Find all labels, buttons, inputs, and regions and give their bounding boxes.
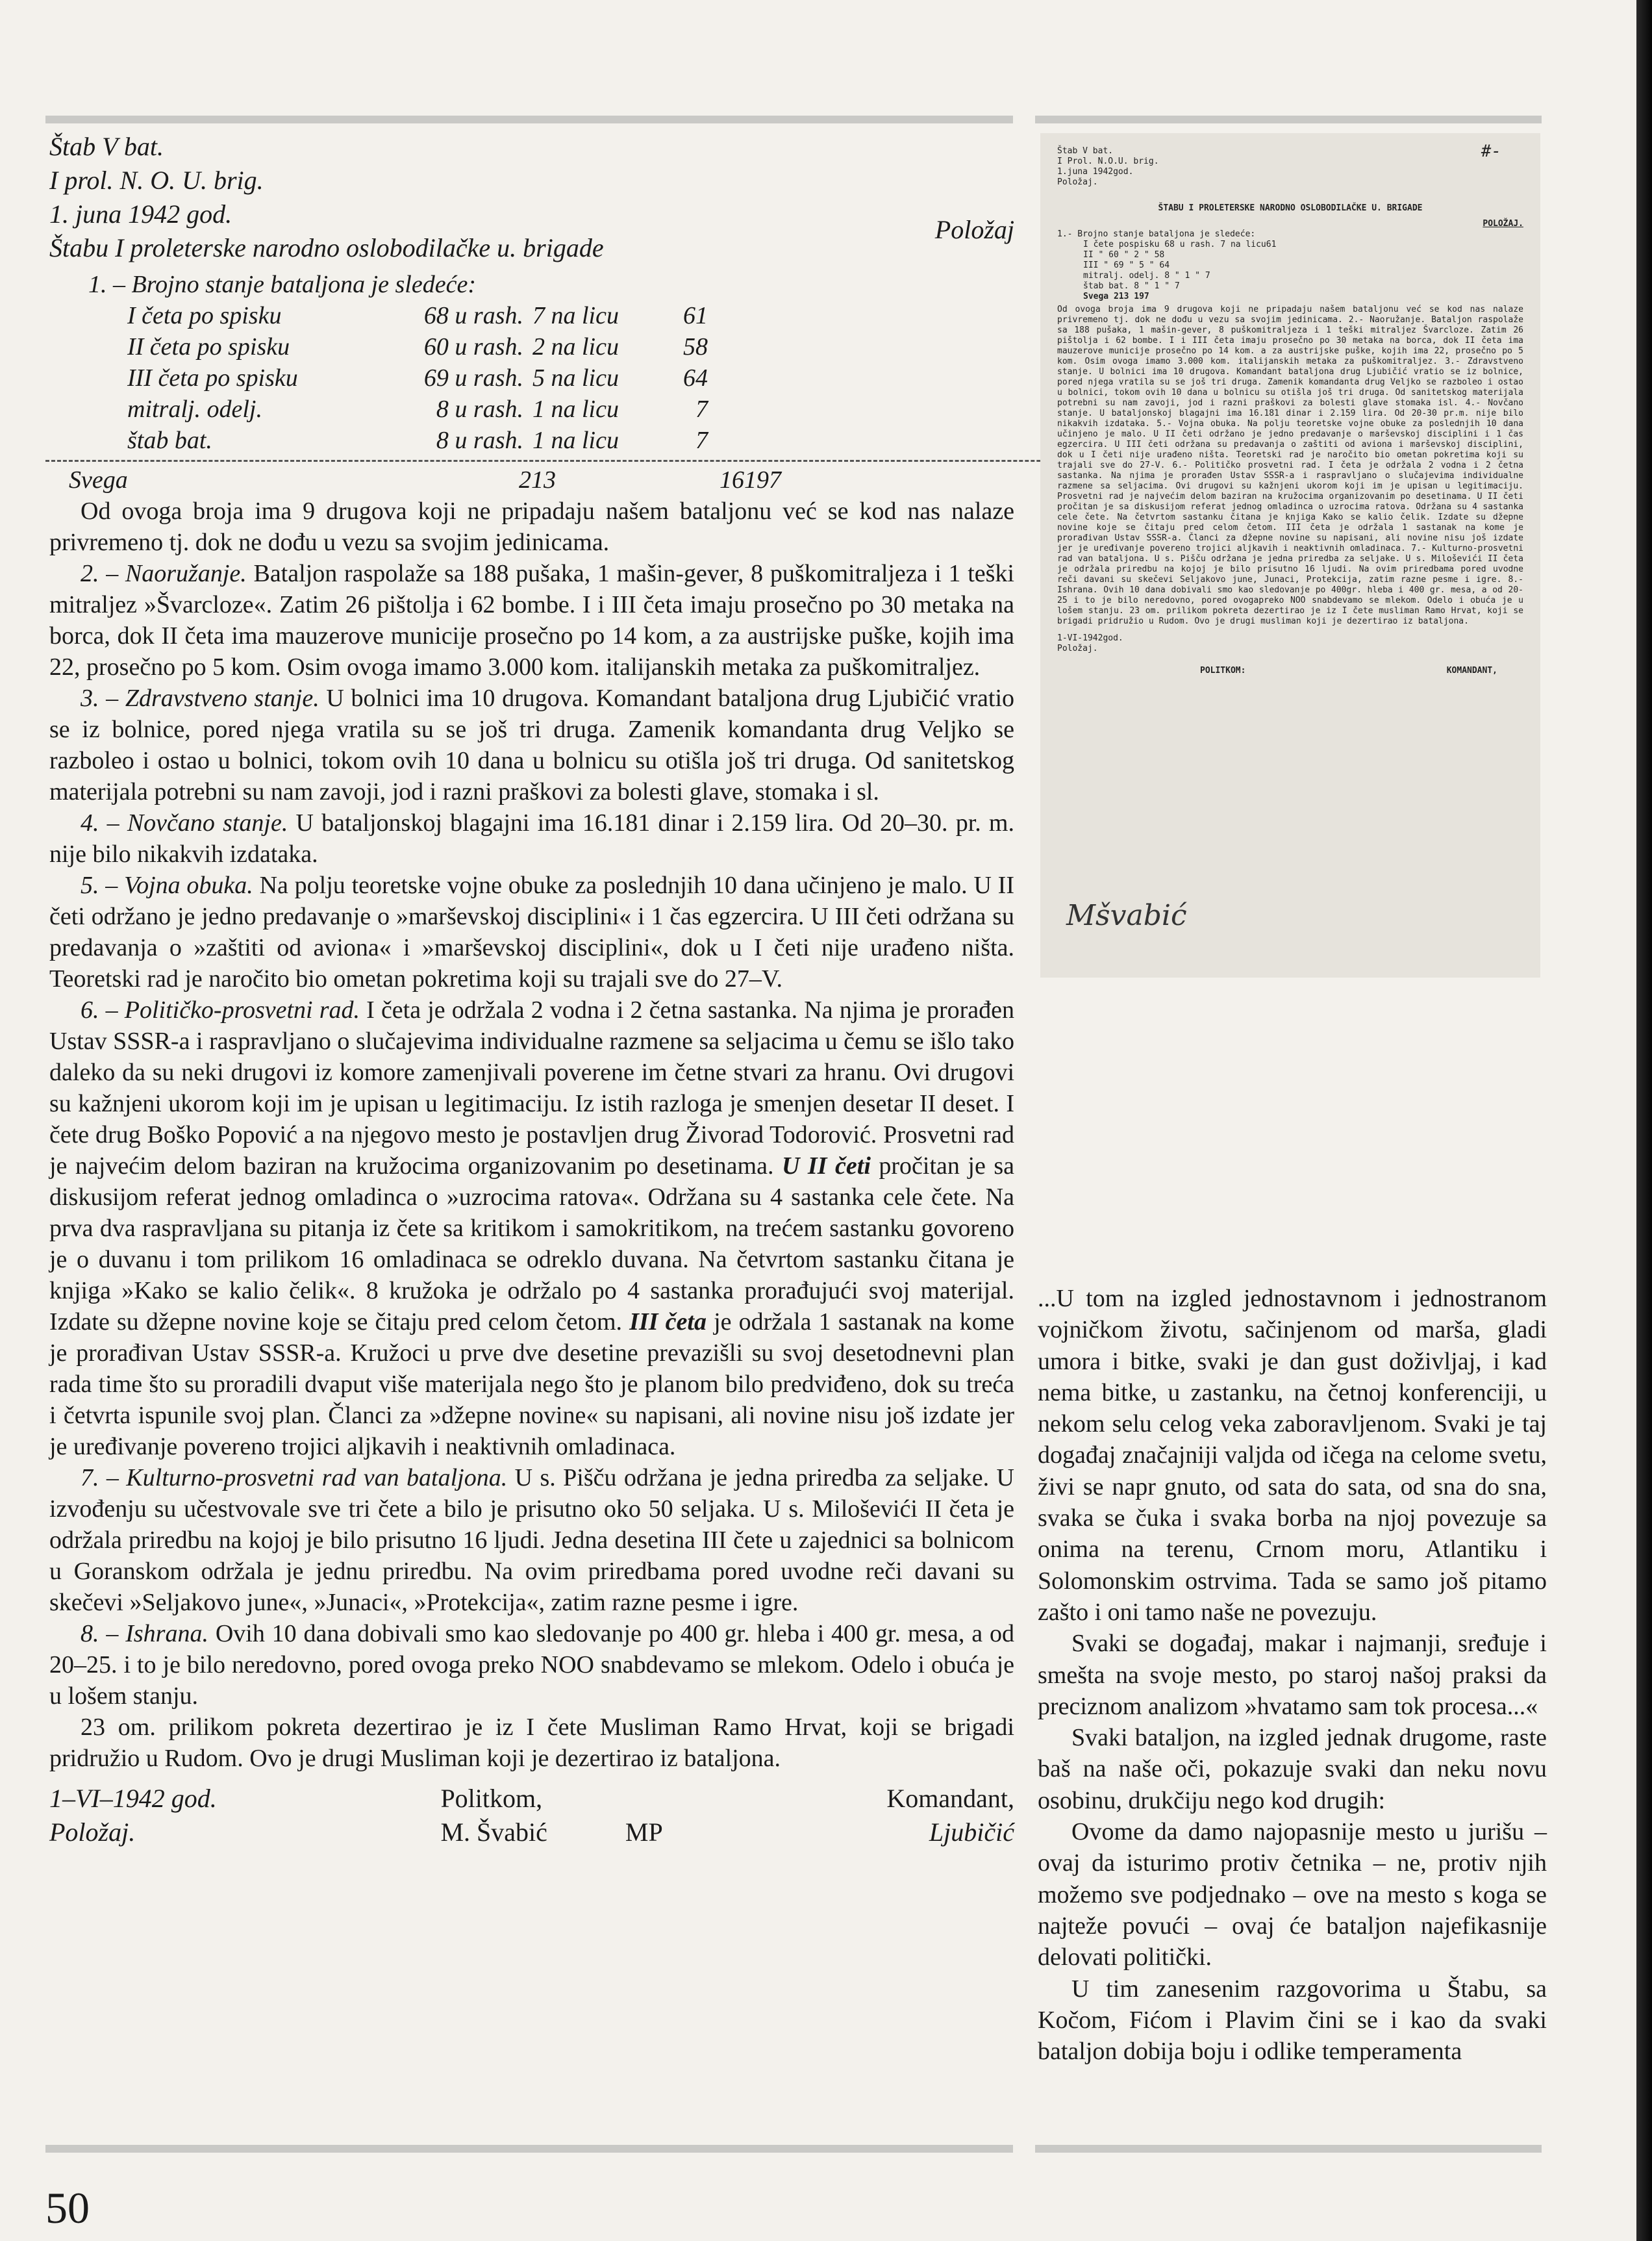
header-line-3: 1. juna 1942 god. <box>49 199 232 229</box>
unit-cell: mitralj. odelj. <box>127 396 262 423</box>
section-3-text: U bolnici ima 10 drugova. Komandant bataljona drug Ljubičić vratio se iz bolnice, pored njega vratila su se još tri druga. Zamenik komandanta drug Veljko se razboleo i ostao u bolnici, tokom ovih 10 dana u bolnicu su otišla još tri druga. Od sanitetskog materijala potrebni su nam zavoji, jod i razni praškovi za bolesti glave, stomaka i sl. <box>49 685 1015 805</box>
licu-cell: 1 na licu <box>532 396 619 423</box>
section-8-text: Ovih 10 dana dobivali smo kao sledovanje po 400 gr. hleba i 400 gr. mesa, a od 20–25. i to je bilo neredovno, pored ovoga preko NOO snabdevamo se mlekom. Odelo i obuća je u lošem stanju. <box>49 1620 1014 1710</box>
header-line-1: Štab V bat. <box>49 132 164 161</box>
side-commentary <box>1038 1283 1547 2067</box>
scan-head-3: 1.juna 1942god. <box>1057 167 1134 177</box>
total-cell: 7 <box>695 396 708 423</box>
scan-mark: #- <box>1481 142 1501 161</box>
signature-block <box>49 1782 1014 1849</box>
document-scan-image <box>1040 133 1540 978</box>
licu-cell: 5 na licu <box>532 364 619 392</box>
politkom-name <box>440 1816 662 1849</box>
scan-line-6: štab bat. 8 " 1 " 7 <box>1083 281 1180 291</box>
page-edge-shadow <box>1636 0 1652 2241</box>
section-7-text: U s. Pišču održana je jedna priredba za seljake. U izvođenju su učestvovale sve tri čete a bilo je prisutno oko 50 seljaka. U s. Miloševići II četa je održala priredbu na kojoj je bilo prisutno 16 ljudi. Jedna desetina III čete u zajednici sa bolnicom u Goranskom održala je jednu priredbu. Na ovim priredbama pored uvodne reči davani su skečevi »Seljakovo june«, »Junaci«, »Protekcija«, zatim razne pesme i igre. <box>49 1464 1014 1616</box>
scan-head-1: Štab V bat. <box>1057 146 1114 156</box>
side-paragraph-1: ...U tom na izgled jednostavnom i jednostranom vojničkom životu, sačinjenom od marša, gladi umora i bitke, svaki je dan gust doživljaj, i kad nema bitke, u zastanku, na četnoj konferenciji, u nekom selu celog veka zaboravljenom. Svaki je taj događaj značajniji valjda od ičega na celome svetu, živi se napr gnuto, od sata do sata, od sna do sna, svaka se čuka i svaka borba na njoj povezuje sa onima na terenu, Crnom moru, Atlantiku i Solomonskim ostrvima. Tada se samo još pitamo zašto i oni tamo naše ne povezuju. <box>1038 1285 1547 1626</box>
top-rule-right <box>1035 116 1542 123</box>
table-row <box>127 425 708 456</box>
licu-cell: 7 na licu <box>532 302 619 329</box>
politkom-label: Politkom, <box>440 1784 543 1813</box>
total-cell: 7 <box>695 427 708 454</box>
rash-cell: 8 u rash. <box>436 427 523 454</box>
sum-label: Svega <box>69 466 128 494</box>
licu-cell: 2 na licu <box>532 333 619 361</box>
section-4 <box>49 807 1014 870</box>
rash-cell: 8 u rash. <box>436 396 523 423</box>
table-row <box>127 331 708 362</box>
section-1-note: Od ovoga broja ima 9 drugova koji ne pripadaju našem bataljonu već se kod nas nalaze privremeno tj. dok ne dođu u vezu sa svojim jedinicama. <box>49 498 1014 556</box>
section-5-text: Na polju teoretske vojne obuke za poslednjih 10 dana učinjeno je malo. U II četi održano je jedno predavanje o »marševskoj disciplini« i 1 čas egzercira. U III četi održana su predavanja o »zaštiti od aviona« i »marševskoj disciplini«, dok u I četi nije urađeno ništa. Teoretski rad je naročito bio ometan pokretima koji su trajali sve do 27–V. <box>49 872 1014 993</box>
section-2 <box>49 558 1014 683</box>
side-paragraph-2: Svaki se događaj, makar i najmanji, sređuje i smešta na svoje mesto, po staroj našoj praksi da preciznom analizom »hvatamo sam tok procesa...« <box>1038 1630 1547 1720</box>
header-line-2: I prol. N. O. U. brig. <box>49 166 264 195</box>
section-7-heading: 7. – Kulturno-prosvetni rad van bataljona. <box>81 1464 508 1491</box>
mp-label: MP <box>625 1817 663 1847</box>
politkom-name-text: M. Švabić <box>440 1817 547 1847</box>
side-paragraph-3: Svaki bataljon, na izgled jednak drugome, raste baš na naše oči, pokazuje svaki dan neku novu osobinu, drukčiju nego kod drugih: <box>1038 1724 1547 1814</box>
section-8 <box>49 1618 1014 1712</box>
handwritten-signature: Mšvabić <box>1066 899 1187 932</box>
rash-cell: 68 u rash. <box>423 302 523 329</box>
section-1-heading: 1. – Brojno stanje bataljona je sledeće: <box>88 271 476 298</box>
scan-line-7: Svega 213 197 <box>1083 292 1149 301</box>
komandant-label: Komandant, <box>886 1784 1014 1813</box>
section-7 <box>49 1462 1014 1618</box>
table-row <box>127 394 708 425</box>
section-6-heading: 6. – Političko-prosvetni rad. <box>81 996 360 1024</box>
scan-line-3: II " 60 " 2 " 58 <box>1083 250 1165 260</box>
signature-date-col <box>49 1782 217 1849</box>
scan-politkom: POLITKOM: <box>1200 666 1246 676</box>
table-row <box>127 300 708 331</box>
main-document <box>49 130 1014 1849</box>
unit-cell: I četa po spisku <box>127 302 282 329</box>
sum-rash: 213 <box>519 466 556 494</box>
header-recipient: Štabu I proleterske narodno oslobodilačke u. brigade <box>49 233 604 262</box>
total-cell: 64 <box>683 364 708 392</box>
scan-line-4: III " 69 " 5 " 64 <box>1083 260 1170 270</box>
unit-cell: štab bat. <box>127 427 212 454</box>
section-6-text-c: je održala 1 sastanak na kome je prorađivan Ustav SSSR-a. Kružoci u prve dve desetine prevazišli su svoj desetodnevni plan rada time što su proradili dvaput više materijala nego što je planom bilo predviđeno, dok su treća i četvrta ispunile svoj plan. Članci za »džepne novine« su napisani, ali novine nisu još izdate jer je uređivanje povereno trojici aljkavih i neaktivnih omladinaca. <box>49 1308 1015 1460</box>
section-6-sub-heading-c: III četa <box>629 1308 707 1336</box>
page-number: 50 <box>45 2183 90 2233</box>
scan-line-5: mitralj. odelj. 8 " 1 " 7 <box>1083 271 1210 281</box>
section-6 <box>49 994 1014 1462</box>
scan-head-2: I Prol. N.O.U. brig. <box>1057 157 1159 166</box>
section-8-heading: 8. – Ishrana. <box>81 1620 208 1647</box>
section-2-text: Bataljon raspolaže sa 188 pušaka, 1 mašin-gever, 8 puškomitraljeza i 1 teški mitraljez »Švarcloze«. Zatim 26 pištolja i 62 bombe. I i III četa imaju prosečno po 30 metaka na borca, dok II četa ima mauzerove municije prosečno po 14 kom, a za austrijske puške, kojih ima 22, prosečno po 5 kom. Osim ovoga imamo 3.000 kom. italijanskih metaka za puškomitraljez. <box>49 560 1014 681</box>
scan-place: POLOŽAJ. <box>1483 219 1523 229</box>
rash-cell: 60 u rash. <box>423 333 523 361</box>
signature-date: 1–VI–1942 god. <box>49 1784 217 1813</box>
signature-komandant-col <box>886 1782 1014 1849</box>
scan-sig-date: 1-VI-1942god. <box>1057 633 1123 643</box>
header-location: Položaj <box>934 215 1014 244</box>
bottom-rule <box>45 2145 1013 2153</box>
total-cell: 61 <box>683 302 708 329</box>
scan-title: ŠTABU I PROLETERSKE NARODNO OSLOBODILAČKE U. BRIGADE <box>1158 203 1423 213</box>
top-rule <box>45 116 1013 123</box>
section-3-heading: 3. – Zdravstveno stanje. <box>81 685 319 712</box>
side-paragraph-5: U tim zanesenim razgovorima u Štabu, sa Kočom, Fićom i Plavim čini se i kao da svaki bataljon dobija boju i odlike temperamenta <box>1038 1975 1547 2066</box>
scan-sig-place: Položaj. <box>1057 644 1098 653</box>
komandant-name: Ljubičić <box>929 1817 1014 1847</box>
section-5 <box>49 870 1014 994</box>
sum-total: 197 <box>744 466 781 494</box>
scan-body: Od ovoga broja ima 9 drugova koji ne pripadaju našem bataljonu već se kod nas nalaze privremeno tj. dok ne dođu u vezu sa svojim jedinicama. 2.- Naoružanje. Bataljon raspolaže sa 188 pušaka, 1 mašin-gever, 8 puškomitraljeza i 1 teški mitraljez Švarcloze. Zatim 26 pištolja i 62 bombe. I i III četa imaju prosečno po 30 metaka na borca, dok II četa ima mauzerove municije prosečno po 14 kom. a za austrijske puške, kojih ima 22, prosečno po 5 kom. Osim ovoga imamo 3.000 kom. italijanskih metaka za puškomitraljez. 3.- Zdravstveno stanje. U bolnici ima 10 drugova. Komandant bataljona drug Ljubičić vratio se iz bolnice, pored njega vratila su se još tri druga. Zamenik komandanta drug Veljko se razboleo i ostao u bolnici, tokom ovih 10 dana u bolnicu su otišla još tri druga. Od sanitetskog materijala potrebni su nam zavoji, jod i razni praškovi za bolesti glave stomaka isl. 4.- Novčano stanje. U bataljonskoj blagajni ima 16.181 dinar i 2.159 lira. Od 20-30 pr.m. nije bilo nikakvih izdataka. 5.- Vojna obuka. Na polju teoretske vojne obuke za poslednjih 10 dana učinjeno je malo. U II četi održano je jedno predavanje o marševskoj disciplini i 1 čas egzercira. U III četi održana su predavanja o zaštiti od aviona i marševskoj disciplini, dok u I četi nije urađeno ništa. Teoretski rad je naročito bio ometan pokretima koji su trajali sve do 27-V. 6.- Političko prosvetni rad. I četa je održala 2 vodna i 2 četna sastanka. Na njima je prorađen Ustav SSSR-a i raspravljano o slučajevima individualne razmene sa seljacima. Ovi drugovi su kažnjeni ukorom koji im je upisan u legitimaciju. Prosvetni rad je najvećim delom baziran na kružocima organizovanim po desetinama. U II četi pročitan je sa diskusijom referat jednog omladinca o uzrocima ratova. Održana su 4 sastanka cele čete. Na četvrtom sastanku čitana je knjiga Kako se kalio čelik. Izdate su džepne novine koje se čitaju pred celom četom. III četa je održala 1 sastanak na kome je prorađivan Ustav SSSR-a. Članci za džepne novine su napisani, ali novine nisu još izdate jer je uređivanje povereno trojici aljkavih i neaktivnih omladinaca. 7.- Kulturno-prosvetni rad van bataljona. U s. Pišču održana je jedna priredba za seljake. U s. Miloševići II četa je održala priredbu na kojoj je bilo prisutno 16 ljudi. Na ovim priredbama pored uvodne reči davani su skečevi Seljakovo june, Junaci, Protekcija, zatim razne pesme i igre. 8.- Ishrana. Ovih 10 dana dobivali smo kao sledovanje po 400gr. hleba i 400 gr. mesa, a od 20-25 i to je bilo neredovno, pored ovogapreko NOO snabdevamo se mlekom. Odelo i obuća je u lošem stanju. 23 om. prilikom pokreta dezertirao je iz I čete musliman Ramo Hrvat, koji se brigadi pridružio u Rudom. Ovo je drugi musliman koji je dezertirao iz bataljona. <box>1057 305 1523 626</box>
section-3 <box>49 683 1014 807</box>
scan-komandant: KOMANDANT, <box>1446 666 1497 676</box>
section-6-sub-heading-b: U II četi <box>781 1152 871 1180</box>
unit-cell: III četa po spisku <box>127 364 298 392</box>
section-9: 23 om. prilikom pokreta dezertirao je iz I čete Musliman Ramo Hrvat, koji se brigadi pridružio u Rudom. Ovo je drugi Musliman koji je dezertirao iz bataljona. <box>49 1714 1014 1772</box>
bottom-rule-right <box>1035 2145 1542 2153</box>
personnel-table <box>127 300 708 456</box>
rash-cell: 69 u rash. <box>423 364 523 392</box>
sum-licu: 16 <box>720 466 744 494</box>
scan-line-2: I čete pospisku 68 u rash. 7 na licu61 <box>1083 240 1277 249</box>
letter-header <box>49 130 1014 265</box>
total-cell: 58 <box>683 333 708 361</box>
dashed-divider <box>45 460 1110 462</box>
section-5-heading: 5. – Vojna obuka. <box>81 872 253 899</box>
sum-row <box>69 464 1014 496</box>
unit-cell: II četa po spisku <box>127 333 290 361</box>
section-2-heading: 2. – Naoružanje. <box>81 560 247 587</box>
scan-head-4: Položaj. <box>1057 177 1098 187</box>
section-6-text-b: pročitan je sa diskusijom referat jednog omladinca o »uzrocima ratova«. Održana su 4 sastanka cele čete. Na prva dva raspravljana su pitanja iz čete sa kritikom i samokritikom, na trećem sastanku govoreno je o duvanu i tom prilikom 16 omladinaca se odreklo duvana. Na četvrtom sastanku čitana je knjiga »Kako se kalio čelik«. 8 kružoka je održalo po 4 sastanka prorađujući svoj materijal. Izdate su džepne novine koje se čitaju pred celom četom. <box>49 1152 1014 1336</box>
signature-politkom-col <box>440 1782 662 1849</box>
side-paragraph-4: Ovome da damo najopasnije mesto u jurišu – ovaj da isturimo protiv četnika – ne, protiv njih možemo sve podjednako – ove na mesto s koga se najteže povući – ovaj će bataljon najefikasnije delovati politički. <box>1038 1818 1547 1971</box>
scan-signatures <box>1057 666 1523 676</box>
section-6-text-a: I četa je održala 2 vodna i 2 četna sastanka. Na njima je prorađen Ustav SSSR-a i raspravljano o slučajevima individualne razmene sa seljacima u čemu se išlo tako daleko da su neki drugovi iz komore zamenjivali poverene im četne stvari za hranu. Ovi drugovi su kažnjeni ukorom koji im je upisan u legitimaciju. Iz istih razloga je smenjen desetar II deset. I čete drug Boško Popović a na njegovo mesto je postavljen drug Živorad Todorović. Prosvetni rad je najvećim delom baziran na kružocima organizovanim po desetinama. <box>49 996 1015 1180</box>
table-row <box>127 362 708 394</box>
scan-line-1: 1.- Brojno stanje bataljona je sledeće: <box>1057 229 1256 239</box>
signature-place: Položaj. <box>49 1817 136 1847</box>
section-4-text: U bataljonskoj blagajni ima 16.181 dinar i 2.159 lira. Od 20–30. pr. m. nije bilo nikakvih izdataka. <box>49 809 1014 868</box>
section-4-heading: 4. – Novčano stanje. <box>81 809 288 837</box>
licu-cell: 1 na licu <box>532 427 619 454</box>
